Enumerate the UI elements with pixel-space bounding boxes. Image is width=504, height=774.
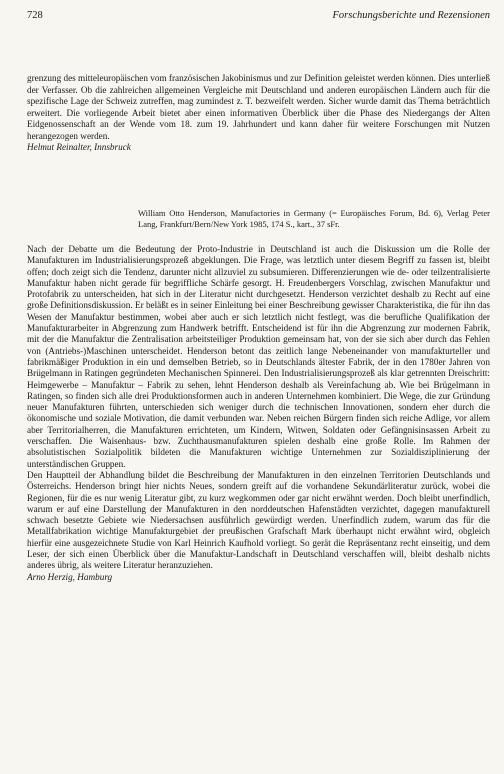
previous-review-signature: Helmut Reinalter, Innsbruck [27, 142, 131, 152]
page-number: 728 [27, 10, 43, 21]
previous-review-paragraph: grenzung des mitteleuropäischen vom französischen Jakobinismus und zur Definition geleistet werden können. Dies unterließ der Verfasser. Ob die zahlreichen allgemeinen Vergleiche mit Deutschland und anderen europäischen Ländern auch für die spezifische Lage der Schweiz zutreffen, mag zumindest z. T. bezweifelt werden. Sicher wurde damit das Thema beträchtlich erweitert. Die vorliegende Arbeit bietet aber einen informativen Überblick über die Phase des Niedergangs der Alten Eidgenossenschaft an der Wende vom 18. zum 19. Jahrhundert und kann daher für weitere Forschungen mit Nutzen herangezogen werden. [27, 73, 490, 141]
review-signature: Arno Herzig, Hamburg [27, 571, 113, 582]
page-header [27, 10, 490, 24]
previous-review [27, 73, 490, 154]
book-citation: William Otto Henderson, Manufactories in Germany (= Europäisches Forum, Bd. 6), Verlag Peter Lang, Frankfurt/Bern/New York 1985, 174 S., kart., 37 sFr. [138, 208, 490, 229]
book-entry [138, 208, 490, 230]
review-body [27, 244, 490, 583]
running-head: Forschungsberichte und Rezensionen [332, 10, 490, 21]
review-paragraph: Den Hauptteil der Abhandlung bildet die Beschreibung der Manufakturen in den einzelnen Territorien Deutschlands und Österreichs. Henderson bringt hier nichts Neues, sondern greift auf die vorhandene Sekundärliteratur zurück, wobei die Regionen, für die es nur wenig Literatur gibt, zu kurz wegkommen oder gar nicht erwähnt werden. Doch bleibt unerfindlich, warum er auf eine Darstellung der Manufakturen in den norddeutschen Hafenstädten verzichtet, dagegen manufakturell schwach besetzte Gebiete wie Niedersachsen ausführlich gewürdigt werden. Unerfindlich zudem, warum das für die Metallfabrikation wichtige Manufakturgebiet der preußischen Grafschaft Mark überhaupt nicht erwähnt wird, obgleich hierfür eine ausgezeichnete Studie von Karl Heinrich Kaufhold vorliegt. So gerät die Repräsentanz recht einseitig, und dem Leser, der sich einen Überblick über die Manufaktur-Landschaft in Deutschland verschaffen will, bleibt deshalb nichts anderes übrig, als weitere Literatur heranzuziehen. [27, 469, 490, 571]
review-paragraph: Nach der Debatte um die Bedeutung der Proto-Industrie in Deutschland ist auch die Diskussion um die Rolle der Manufakturen im Industrialisierungsprozeß abgeklungen. Die Frage, was letztlich unter diesem Begriff zu fassen ist, bleibt offen; doch zeigt sich die Tendenz, darunter nicht allzuviel zu subsumieren. Differenzierungen wie de- oder teilzentralisierte Manufaktur haben nicht gerade für begriffliche Schärfe gesorgt. H. Freudenbergers Vorschlag, zwischen Manufaktur und Protofabrik zu unterscheiden, hat sich in der Literatur nicht durchgesetzt. Henderson verzichtet deshalb zu Recht auf eine große Definitionsdiskussion. Er beläßt es in seiner Einleitung bei einer Beschreibung gewisser Charakteristika, die für ihn das Wesen der Manufaktur bestimmen, wobei aber auch er sich letztlich nicht festlegt, was die berufliche Qualifikation der Manufakturarbeiter in Abgrenzung zum Handwerk betrifft. Entscheidend ist für ihn die Abgrenzung zur modernen Fabrik, mit der die Manufaktur die Zentralisation arbeitsteiliger Produktion gemeinsam hat, von der sie sich aber durch das Fehlen von (Antriebs-)Maschinen unterscheidet. Henderson betont das zeitlich lange Nebeneinander von manufakturteller und fabrikmäßiger Produktion in ein und demselben Betrieb, so in Deutschlands ältester Fabrik, der in den 1780er Jahren von Brügelmann in Ratingen gegründeten Mechanischen Spinnerei. Den Industrialisierungsprozeß als klar getrennten Dreischritt: Heimgewerbe – Manufaktur – Fabrik zu sehen, lehnt Henderson deshalb als Vereinfachung ab. Wie bei Brügelmann in Ratingen, so finden sich alle drei Produktionsformen auch in anderen Unternehmen kombiniert. Die Wege, die zur Gründung neuer Manufakturen führten, unterschieden sich weniger durch die technischen Innovationen, sondern eher durch die ökonomische und soziale Motivation, die damit verbunden war. Neben reichen Bürgern finden sich reiche Adlige, vor allem aber Territorialherren, die Manufakturen errichteten, um Kindern, Witwen, Soldaten oder Gefängnisinsassen Arbeit zu verschaffen. Die Waisenhaus- bzw. Zuchthausmanufakturen spielen deshalb eine große Rolle. Im Rahmen der absolutistischen Sozialpolitik bildeten die Manufakturen wichtige Unternehmen zur Sozialdisziplinierung der unterständischen Gruppen. [27, 244, 490, 469]
